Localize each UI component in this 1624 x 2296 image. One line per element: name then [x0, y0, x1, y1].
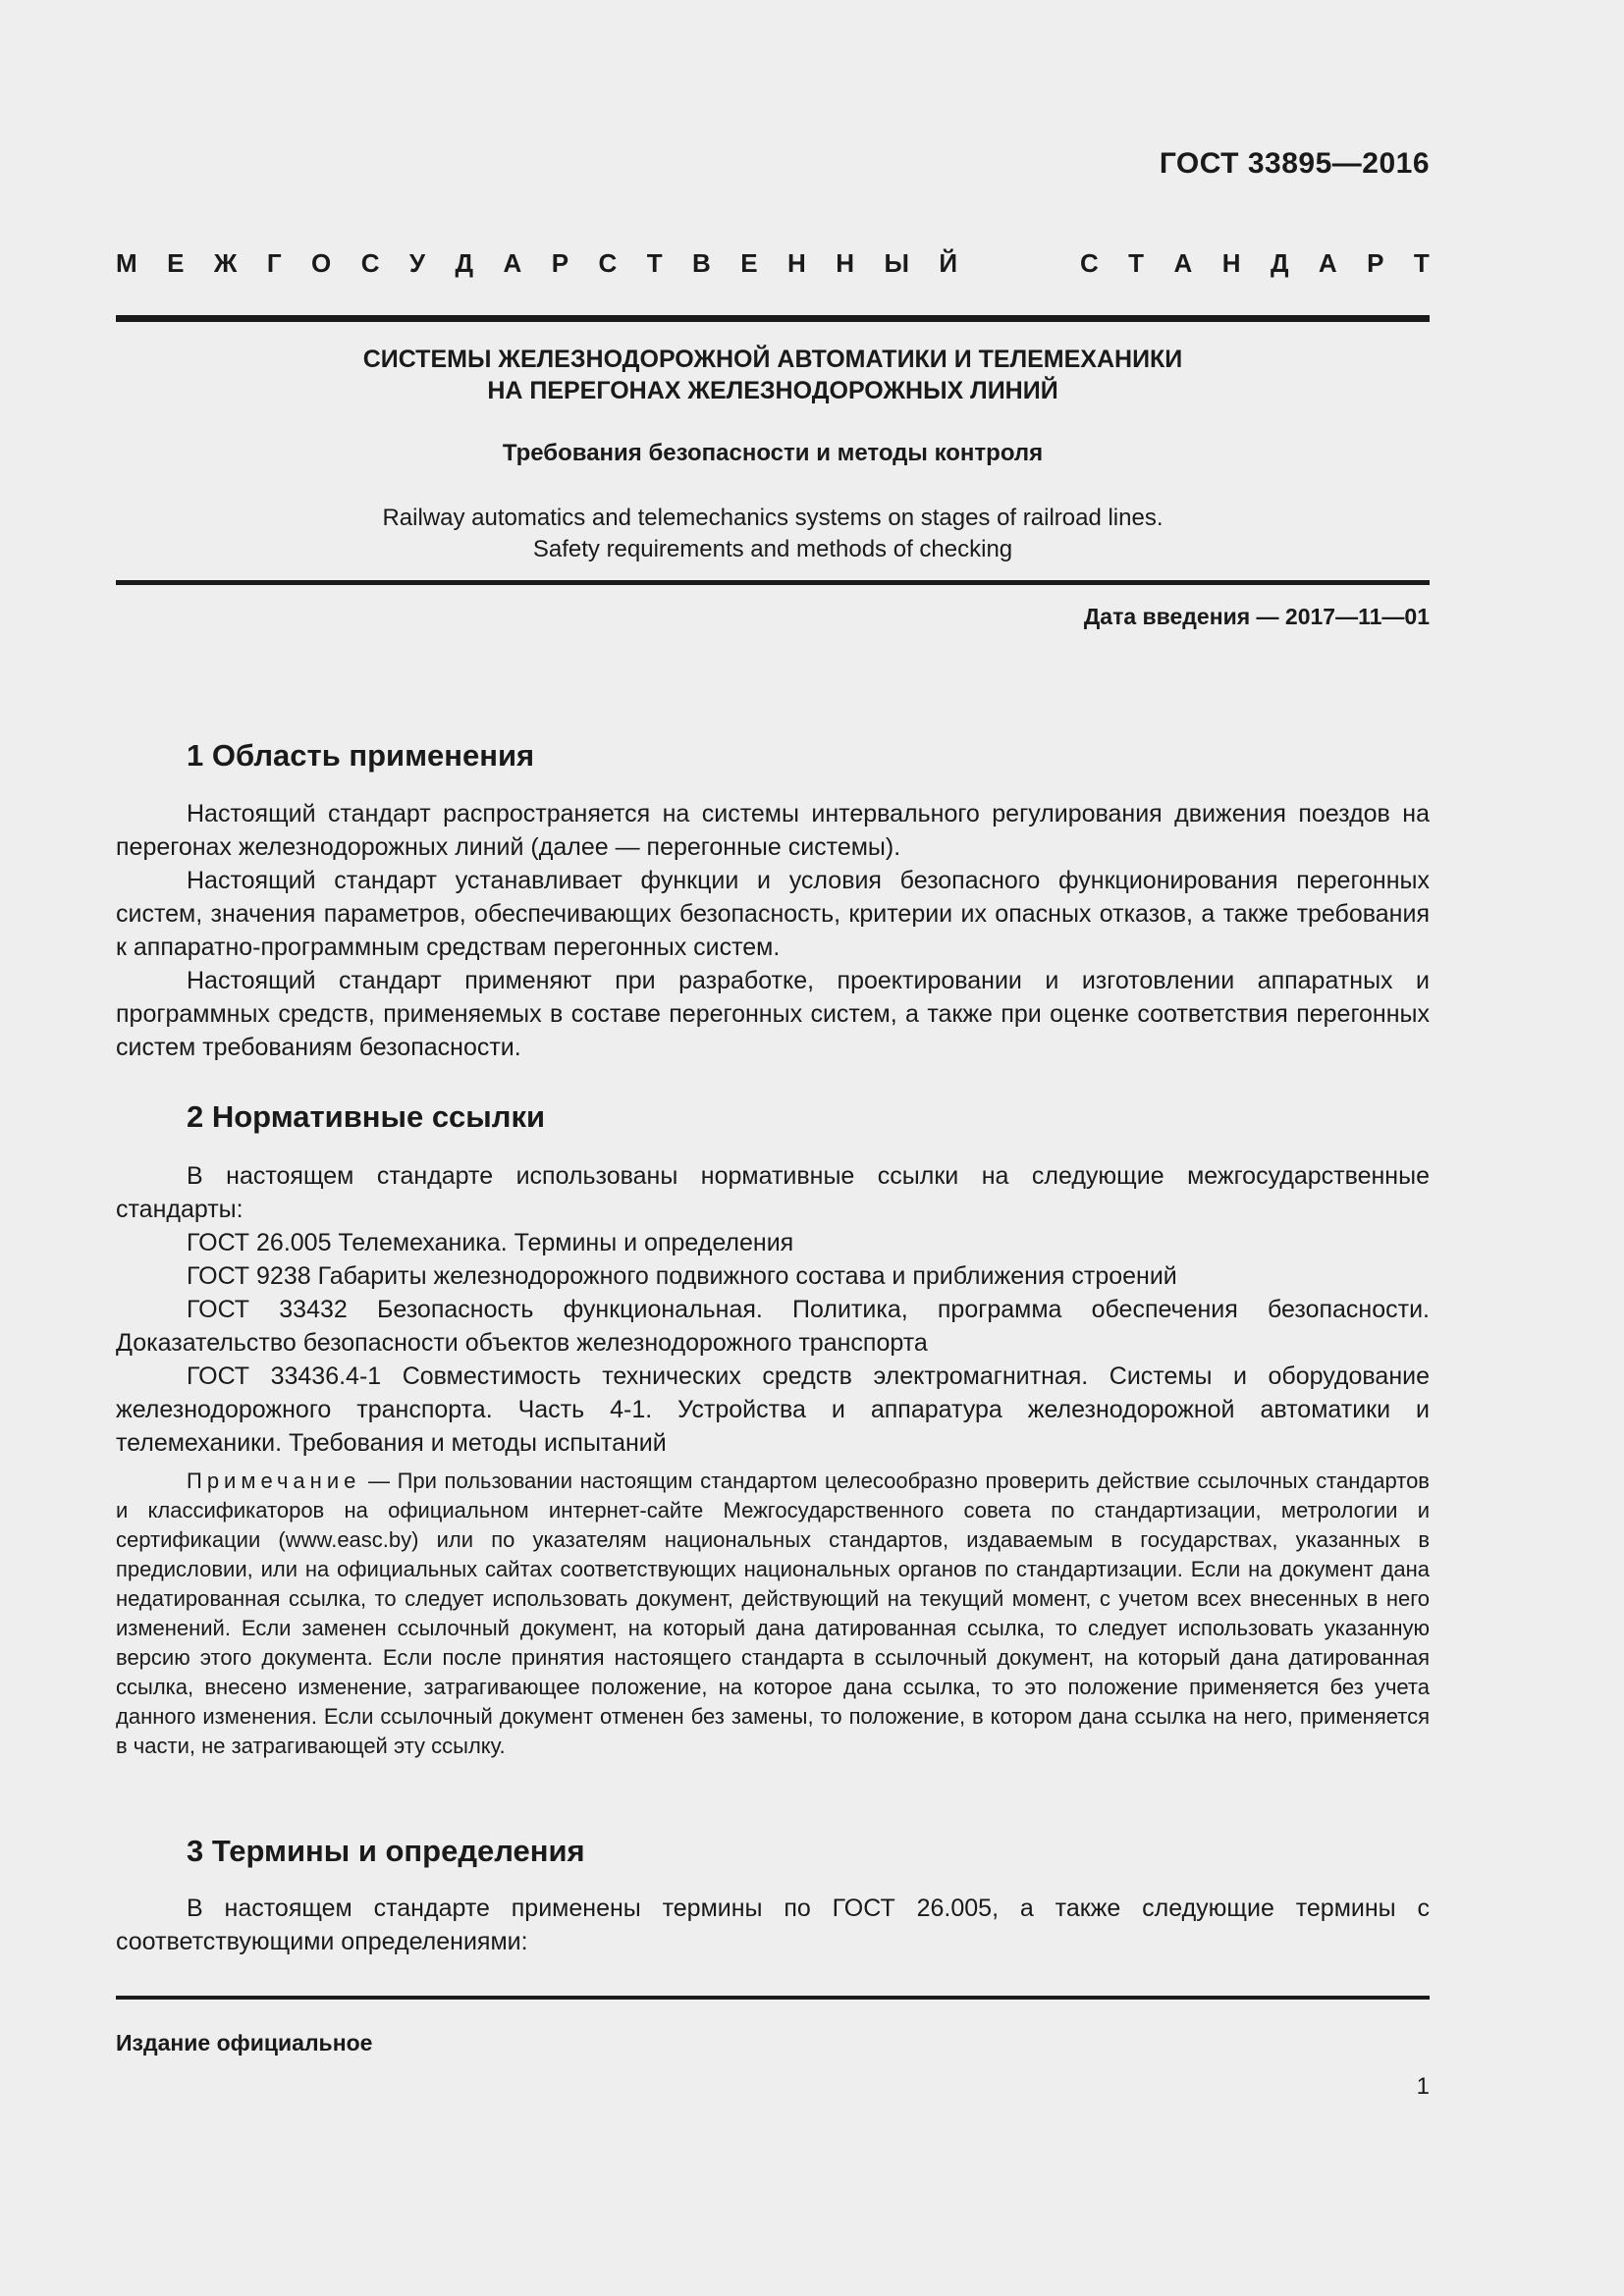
introduction-date: Дата введения — 2017—11—01	[1083, 604, 1430, 629]
banner-letter: Н	[787, 248, 806, 278]
title-rule	[116, 580, 1430, 585]
banner-letter: Т	[1128, 248, 1145, 278]
title-line-1: СИСТЕМЫ ЖЕЛЕЗНОДОРОЖНОЙ АВТОМАТИКИ И ТЕЛЕМЕХАНИКИ	[362, 346, 1183, 373]
section-heading: 1 Область применения	[187, 738, 535, 773]
banner-letter: А	[1318, 248, 1337, 278]
english-title-line-2: Safety requirements and methods of checking	[532, 536, 1013, 562]
section-body	[116, 797, 1430, 1064]
standard-number: ГОСТ 33895—2016	[1159, 147, 1430, 180]
banner-letter: С	[598, 248, 618, 278]
header-rule	[116, 315, 1430, 322]
banner-letter: Н	[1221, 248, 1241, 278]
banner-letter: Д	[455, 248, 474, 278]
section-heading: 3 Термины и определения	[187, 1834, 585, 1868]
banner-gap	[988, 248, 1051, 279]
section-body	[116, 1892, 1430, 1958]
note-label: Примечание	[187, 1468, 361, 1493]
english-title	[116, 503, 1430, 565]
reference-item: ГОСТ 9238 Габариты железнодорожного подвижного состава и приближения строений	[187, 1262, 1177, 1290]
banner-letter: Е	[167, 248, 185, 278]
banner-letter: Д	[1270, 248, 1289, 278]
edition-label: Издание официальное	[116, 2030, 373, 2056]
banner-letter: О	[311, 248, 332, 278]
banner-letter: М	[116, 248, 137, 278]
reference-item: ГОСТ 26.005 Телемеханика. Термины и определения	[187, 1229, 794, 1256]
paragraph: Настоящий стандарт применяют при разработке, проектировании и изготовлении аппаратных и программных средств, применяемых в составе перегонных систем, а также при оценке соответствия перегонных систем требованиям безопасности.	[116, 967, 1430, 1061]
banner-letter: С	[360, 248, 380, 278]
banner-letter: У	[408, 248, 426, 278]
banner-letter: А	[503, 248, 522, 278]
banner-letter: Р	[551, 248, 569, 278]
paragraph: Настоящий стандарт устанавливает функции и условия безопасного функционирования перегонных систем, значения параметров, обеспечивающих безопасность, критерии их опасных отказов, а также требования к аппаратно-программным средствам перегонных систем.	[116, 867, 1430, 961]
standard-banner	[116, 248, 1430, 279]
paragraph: Настоящий стандарт распространяется на системы интервального регулирования движения поездов на перегонах железнодорожных линий (далее — перегонные системы).	[116, 800, 1430, 861]
reference-item: ГОСТ 33432 Безопасность функциональная. Политика, программа обеспечения безопасности. Доказательство безопасности объектов железнодорожного транспорта	[116, 1296, 1430, 1357]
banner-letter: Г	[266, 248, 282, 278]
banner-letter: Ж	[213, 248, 238, 278]
banner-letter: А	[1173, 248, 1193, 278]
note-text: — При пользовании настоящим стандартом целесообразно проверить действие ссылочных стандартов и классификаторов на официальном интернет-сайте Межгосударственного совета по стандартизации, метрологии и сертификации (www.easc.by) или по указателям национальных стандартов, издаваемым в государствах, указанных в предисловии, или на официальных сайтах соответствующих национальных органов по стандартизации. Если на документ дана недатированная ссылка, то следует использовать документ, действующий на текущий момент, с учетом всех внесенных в него изменений. Если заменен ссылочный документ, на который дана датированная ссылка, то следует использовать указанную версию этого документа. Если после принятия настоящего стандарта в ссылочный документ, на который дана датированная ссылка, внесено изменение, затрагивающее положение, на которое дана ссылка, то это положение применяется без учета данного изменения. Если ссылочный документ отменен без замены, то положение, в котором дана ссылка на него, применяется в части, не затрагивающей эту ссылку.	[116, 1468, 1430, 1758]
note	[116, 1467, 1430, 1761]
paragraph: В настоящем стандарте применены термины по ГОСТ 26.005, а также следующие термины с соответствующими определениями:	[116, 1895, 1430, 1955]
banner-letter: Р	[1367, 248, 1384, 278]
banner-letter: В	[692, 248, 711, 278]
banner-letter: Т	[646, 248, 663, 278]
footer-rule	[116, 1996, 1430, 2000]
banner-letter: Й	[939, 248, 958, 278]
banner-letter: Е	[740, 248, 758, 278]
banner-letter: Т	[1413, 248, 1430, 278]
banner-letter: С	[1079, 248, 1099, 278]
page-number: 1	[1416, 2073, 1430, 2100]
section-body	[116, 1159, 1430, 1460]
banner-letter: Ы	[884, 248, 909, 278]
document-subtitle: Требования безопасности и методы контроля	[502, 440, 1044, 466]
title-line-2: НА ПЕРЕГОНАХ ЖЕЛЕЗНОДОРОЖНЫХ ЛИНИЙ	[487, 377, 1058, 404]
document-title	[116, 344, 1430, 406]
reference-item: ГОСТ 33436.4-1 Совместимость технических средств электромагнитная. Системы и оборудование железнодорожного транспорта. Часть 4-1. Устройства и аппаратура железнодорожной автоматики и телемеханики. Требования и методы испытаний	[116, 1362, 1430, 1457]
english-title-line-1: Railway automatics and telemechanics systems on stages of railroad lines.	[382, 505, 1164, 531]
paragraph: В настоящем стандарте использованы нормативные ссылки на следующие межгосударственные стандарты:	[116, 1162, 1430, 1223]
document-page	[116, 0, 1430, 2296]
section-heading: 2 Нормативные ссылки	[187, 1099, 546, 1134]
banner-letter: Н	[836, 248, 855, 278]
